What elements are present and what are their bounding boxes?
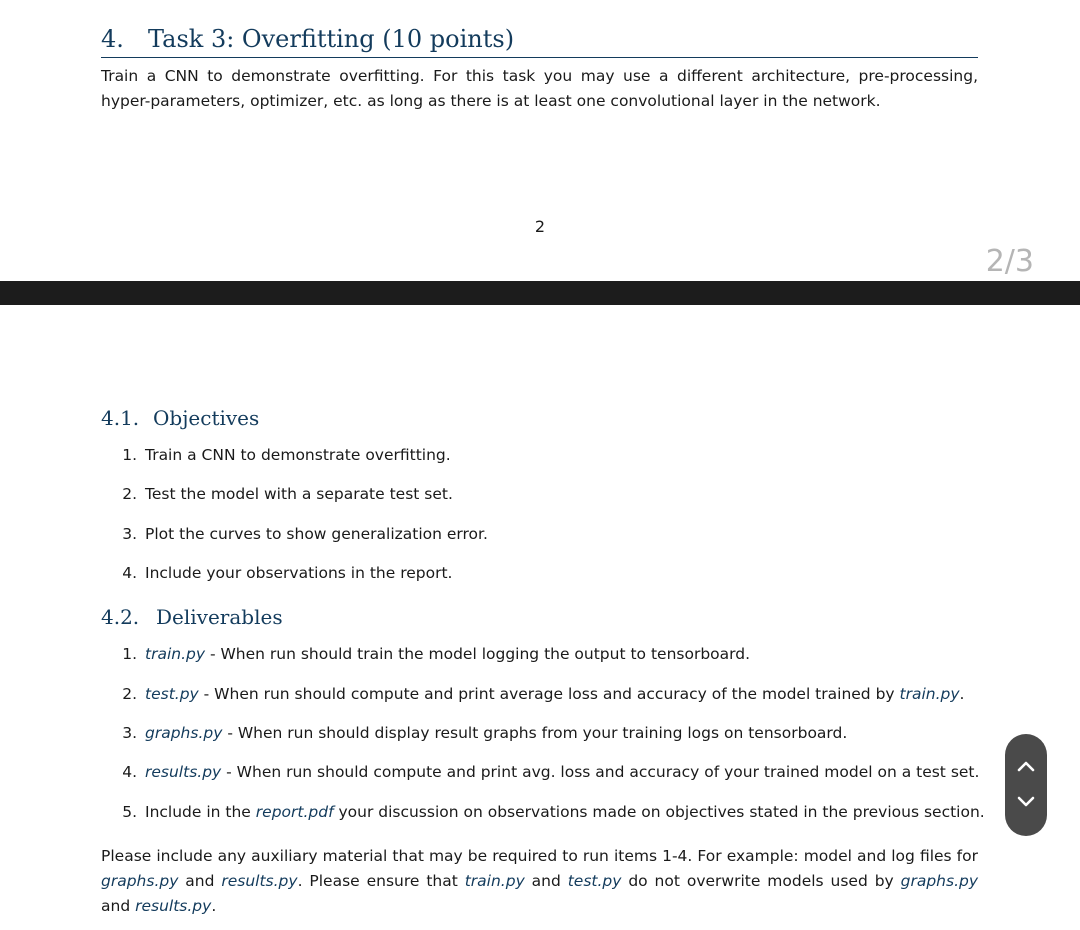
list-number: 4. xyxy=(122,564,137,582)
file-link-results: results.py xyxy=(145,763,222,781)
text-run: and xyxy=(524,872,568,890)
closing-paragraph xyxy=(101,844,978,919)
subsection-title: Objectives xyxy=(153,406,260,430)
list-item xyxy=(101,562,1001,584)
file-link-train: train.py xyxy=(145,645,206,663)
list-text: Plot the curves to show generalization error. xyxy=(145,525,488,543)
list-text: - When run should compute and print avg. loss and accuracy of your trained model on a test set. xyxy=(221,763,980,781)
subsection-number: 4.1. xyxy=(101,406,140,430)
next-page-button[interactable] xyxy=(1005,782,1047,822)
chevron-down-icon xyxy=(1016,795,1036,809)
subsection-number: 4.2. xyxy=(101,605,140,629)
section-number: 4. xyxy=(101,25,124,53)
list-text: - When run should train the model logging the output to tensorboard. xyxy=(205,645,751,663)
list-number: 1. xyxy=(122,645,137,663)
file-link-train: train.py xyxy=(899,685,960,703)
list-number: 1. xyxy=(122,446,137,464)
text-run: and xyxy=(178,872,222,890)
text-run: . xyxy=(211,897,217,915)
list-text: your discussion on observations made on objectives stated in the previous section. xyxy=(333,803,985,821)
list-item xyxy=(101,801,1001,823)
section-intro: Train a CNN to demonstrate overfitting. For this task you may use a different architecture, pre-processing, hyper-parameters, optimizer, etc. as long as there is at least one convolutional layer in the network. xyxy=(101,67,978,110)
section-title: Task 3: Overfitting (10 points) xyxy=(148,25,515,53)
text-run: and xyxy=(101,897,136,915)
file-link-graphs: graphs.py xyxy=(101,872,179,890)
file-link-test: test.py xyxy=(567,872,622,890)
file-link-results: results.py xyxy=(221,872,298,890)
list-item xyxy=(101,722,1001,744)
list-text: - When run should display result graphs from your training logs on tensorboard. xyxy=(222,724,848,742)
list-number: 4. xyxy=(122,763,137,781)
list-text: - When run should compute and print average loss and accuracy of the model trained by xyxy=(198,685,900,703)
page-indicator: 2/3 xyxy=(985,244,1034,279)
list-number: 5. xyxy=(122,803,137,821)
subsection-heading-objectives xyxy=(101,405,259,431)
list-text-tail: . xyxy=(959,685,965,703)
file-link-report: report.pdf xyxy=(255,803,334,821)
file-link-graphs: graphs.py xyxy=(145,724,223,742)
file-link-graphs: graphs.py xyxy=(900,872,979,890)
list-number: 3. xyxy=(122,724,137,742)
list-item xyxy=(101,643,1001,665)
previous-page-button[interactable] xyxy=(1005,746,1047,786)
list-item xyxy=(101,483,1001,505)
list-text-pre: Include in the xyxy=(145,803,256,821)
page-divider xyxy=(0,281,1080,305)
file-link-results: results.py xyxy=(135,897,212,915)
subsection-title: Deliverables xyxy=(156,605,283,629)
list-item xyxy=(101,761,1001,783)
list-item xyxy=(101,523,1001,545)
list-number: 2. xyxy=(122,485,137,503)
list-item xyxy=(101,683,1001,705)
chevron-up-icon xyxy=(1016,759,1036,773)
file-link-test: test.py xyxy=(145,685,199,703)
subsection-heading-deliverables xyxy=(101,604,283,630)
text-run: . Please ensure that xyxy=(297,872,465,890)
section-heading xyxy=(101,24,978,58)
text-run: do not overwrite models used by xyxy=(621,872,901,890)
list-text: Include your observations in the report. xyxy=(145,564,453,582)
file-link-train: train.py xyxy=(464,872,525,890)
list-item xyxy=(101,444,1001,466)
page-navigation xyxy=(1005,734,1047,836)
list-number: 2. xyxy=(122,685,137,703)
page-number: 2 xyxy=(534,217,546,236)
list-number: 3. xyxy=(122,525,137,543)
list-text: Test the model with a separate test set. xyxy=(145,485,453,503)
text-run: Please include any auxiliary material that may be required to run items 1-4. For example: model and log files for xyxy=(101,847,978,865)
list-text: Train a CNN to demonstrate overfitting. xyxy=(145,446,451,464)
